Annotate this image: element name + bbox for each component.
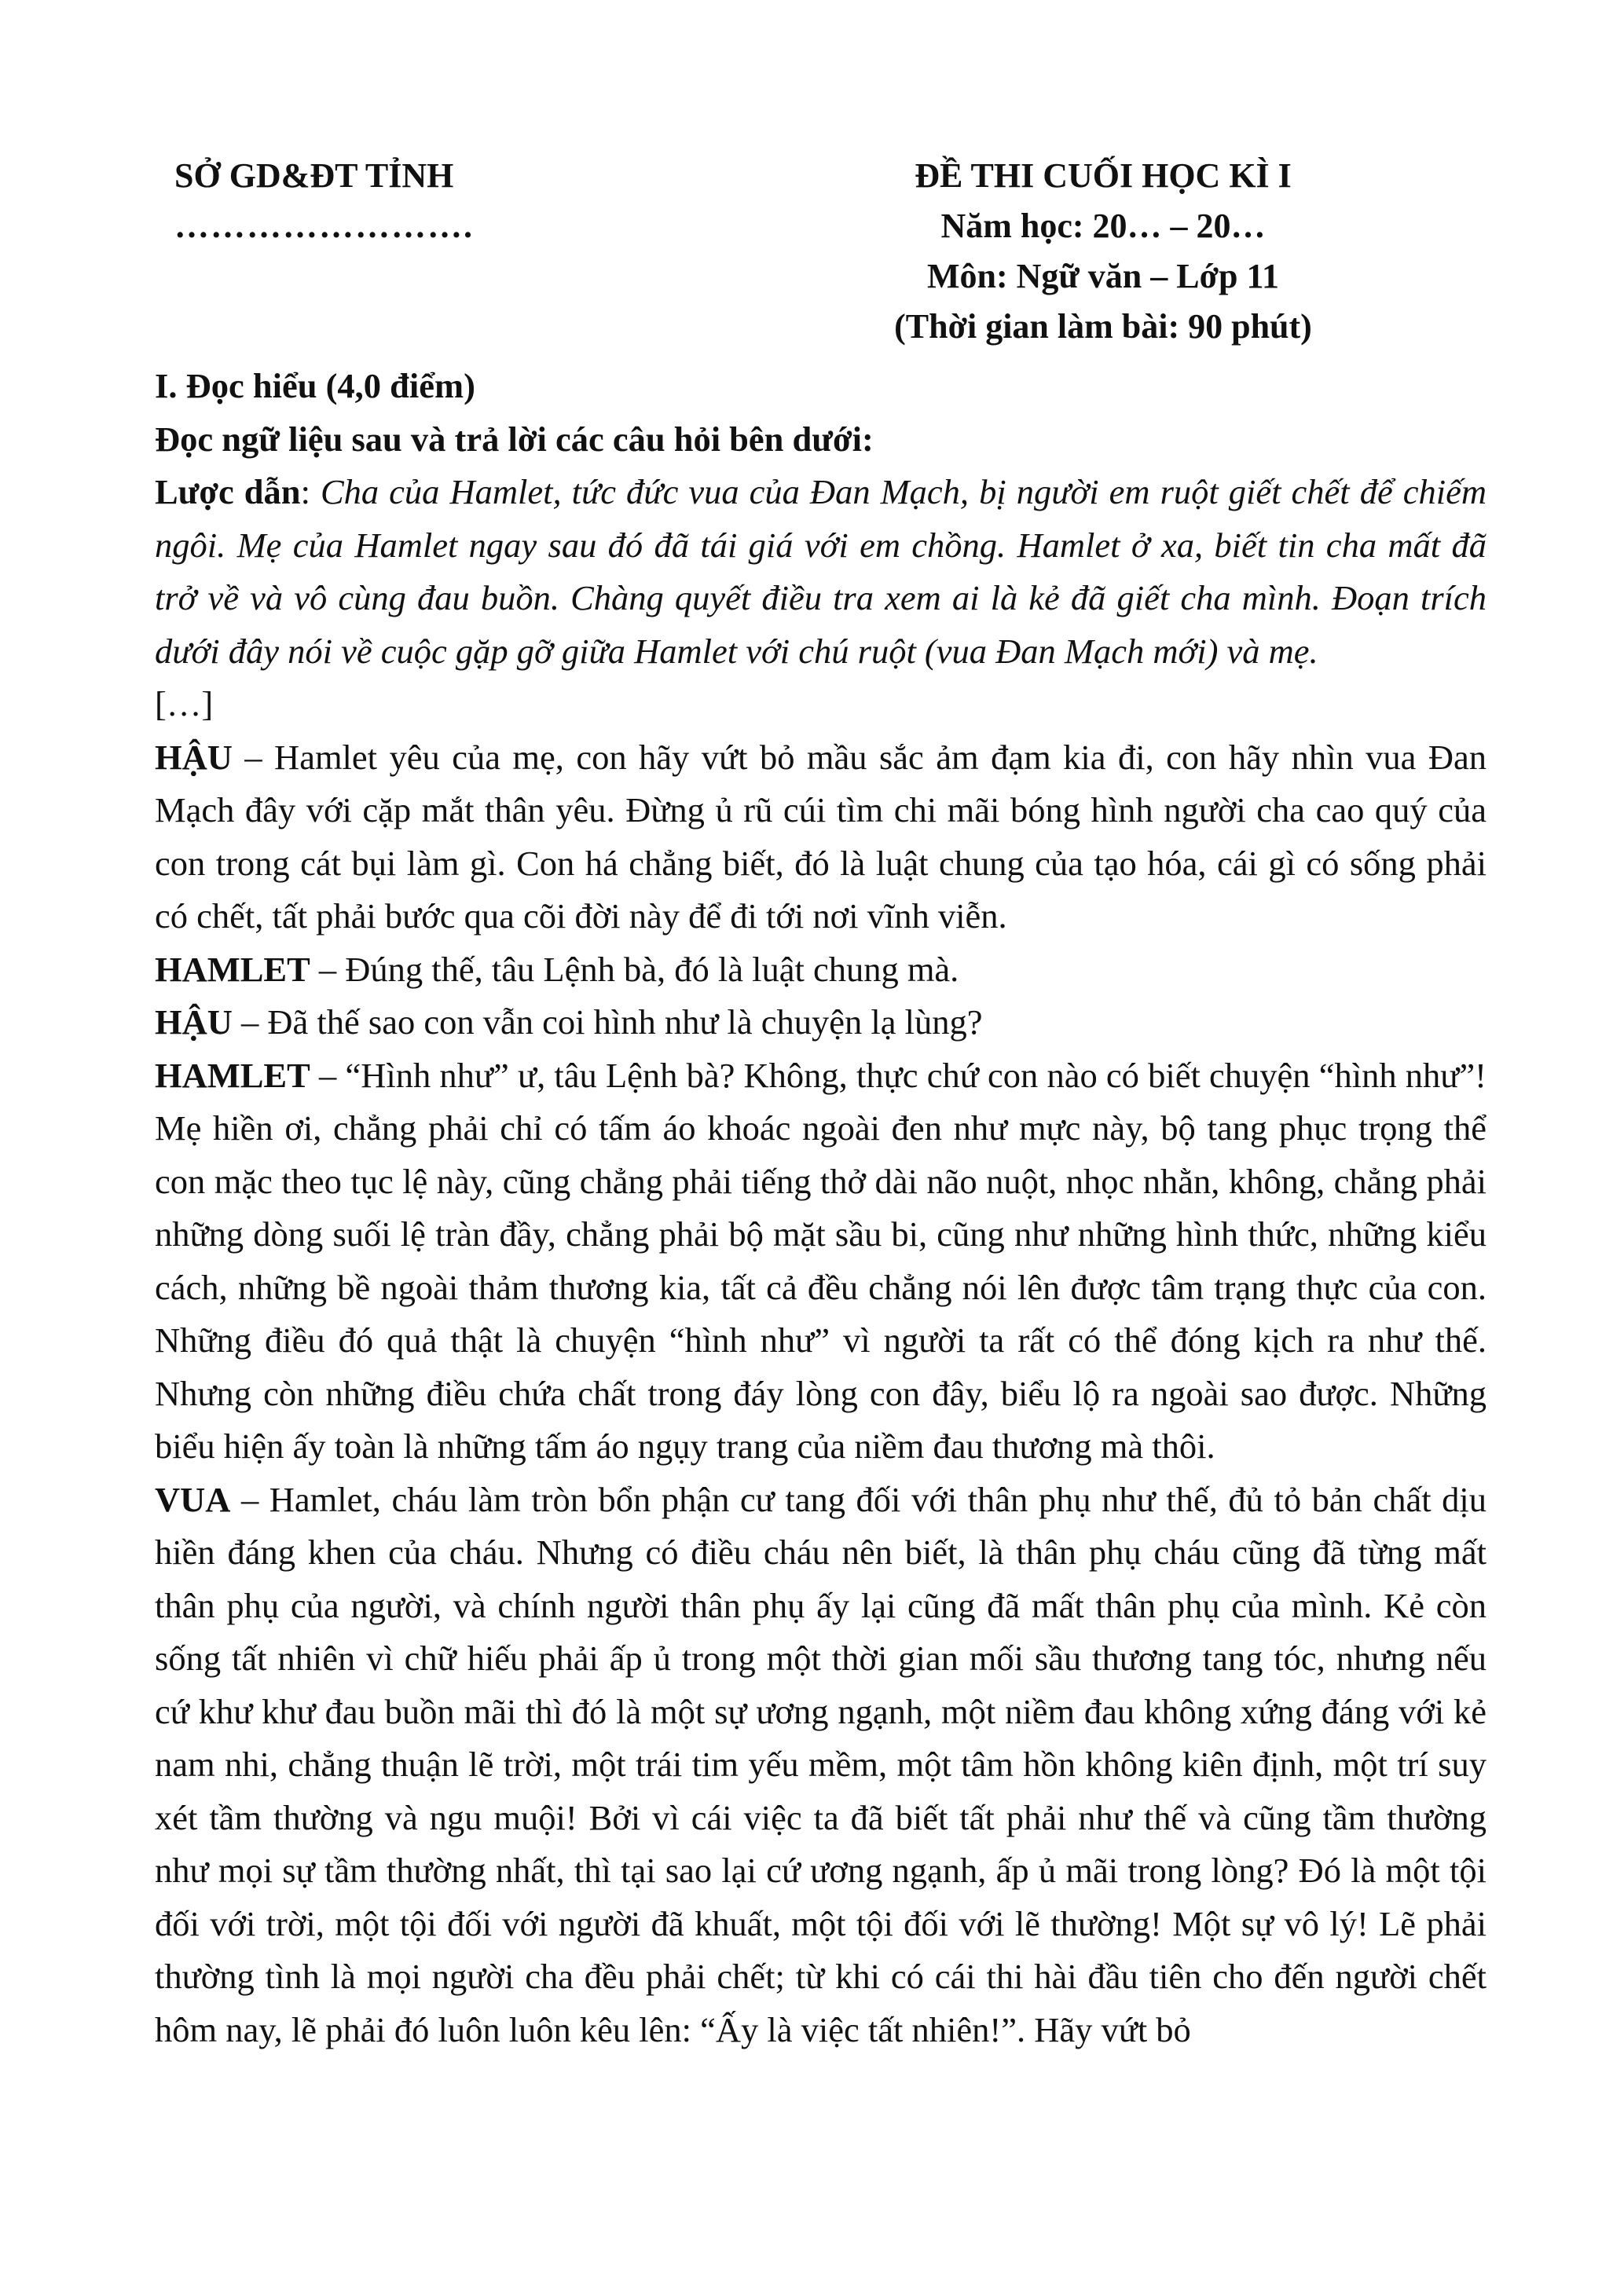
summary-separator: : [300, 472, 321, 511]
speaker-label: VUA [155, 1479, 231, 1519]
dialogue-text: – Đúng thế, tâu Lệnh bà, đó là luật chung mà. [310, 949, 959, 989]
speaker-label: HẬU [155, 1002, 233, 1042]
ellipsis-marker: […] [155, 684, 214, 723]
summary-label: Lược dẫn [155, 472, 301, 511]
exam-header [0, 151, 1624, 363]
dialogue-line-hau-1 [155, 731, 1487, 943]
dialogue-line-vua-1 [155, 1474, 1487, 2057]
dialogue-line-hamlet-2 [155, 1049, 1487, 1474]
speaker-label: HAMLET [155, 1055, 310, 1095]
header-right [852, 151, 1355, 352]
dialogue-text: – Hamlet, cháu làm tròn bổn phận cư tang đối với thân phụ như thế, đủ tỏ bản chất dịu hiền đáng khen của cháu. Nhưng có điều cháu nên biết, là thân phụ cháu cũng đã từng mất thân phụ của người, và chính người thân phụ ấy lại cũng đã mất thân phụ của mình. Kẻ còn sống tất nhiên vì chữ hiếu phải ấp ủ trong một thời gian mối sầu thương tang tóc, nhưng nếu cứ khư khư đau buồn mãi thì đó là một sự ương ngạnh, một niềm đau không xứng đáng với kẻ nam nhi, chẳng thuận lẽ trời, một trái tim yếu mềm, một tâm hồn không kiên định, một trí suy xét tầm thường và ngu muội! Bởi vì cái việc ta đã biết tất phải như thế và cũng tầm thường như mọi sự tầm thường nhất, thì tại sao lại cứ ương ngạnh, ấp ủ mãi trong lòng? Đó là một tội đối với trời, một tội đối với người đã khuất, một tội đối với lẽ thường! Một sự vô lý! Lẽ phải thường tình là mọi người cha đều phải chết; từ khi có cái thi hài đầu tiên cho đến người chết hôm nay, lẽ phải đó luôn luôn kêu lên: “Ấy là việc tất nhiên!”. Hãy vứt bỏ [155, 1479, 1487, 2049]
exam-content [155, 360, 1487, 2056]
dialogue-text: – Hamlet yêu của mẹ, con hãy vứt bỏ mầu sắc ảm đạm kia đi, con hãy nhìn vua Đan Mạch đây với cặp mắt thân yêu. Đừng ủ rũ cúi tìm chi mãi bóng hình người cha cao quý của con trong cát bụi làm gì. Con há chẳng biết, đó là luật chung của tạo hóa, cái gì có sống phải có chết, tất phải bước qua cõi đời này để đi tới nơi vĩnh viễn. [155, 737, 1487, 936]
dialogue-line-hau-2 [155, 996, 1487, 1049]
dialogue-text: – Đã thế sao con vẫn coi hình như là chuyện lạ lùng? [232, 1002, 983, 1042]
dialogue-text: – “Hình như” ư, tâu Lệnh bà? Không, thực chứ con nào có biết chuyện “hình như”! Mẹ hiền ơi, chẳng phải chỉ có tấm áo khoác ngoài đen như mực này, bộ tang phục trọng thể con mặc theo tục lệ này, cũng chẳng phải tiếng thở dài não nuột, nhọc nhằn, không, chẳng phải những dòng suối lệ tràn đầy, chẳng phải bộ mặt sầu bi, cũng như những hình thức, những kiểu cách, những bề ngoài thảm thương kia, tất cả đều chẳng nói lên được tâm trạng thực của con. Những điều đó quả thật là chuyện “hình như” vì người ta rất có thể đóng kịch ra như thế. Nhưng còn những điều chứa chất trong đáy lòng con đây, biểu lộ ra ngoài sao được. Những biểu hiện ấy toàn là những tấm áo ngụy trang của niềm đau thương mà thôi. [155, 1055, 1487, 1466]
dialogue-line-hamlet-1 [155, 943, 1487, 997]
department-dots: ……………………. [174, 207, 474, 245]
department-name: SỞ GD&ĐT TỈNH [174, 156, 454, 195]
speaker-label: HAMLET [155, 949, 310, 989]
exam-title: ĐỀ THI CUỐI HỌC KÌ I [915, 156, 1292, 195]
subject-line: Môn: Ngữ văn – Lớp 11 [926, 257, 1280, 295]
summary-text: Cha của Hamlet, tức đức vua của Đan Mạch, bị người em ruột giết chết để chiếm ngôi. Mẹ của Hamlet ngay sau đó đã tái giá với em chồng. Hamlet ở xa, biết tin cha mất đã trở về và vô cùng đau buồn. Chàng quyết điều tra xem ai là kẻ đã giết cha mình. Đoạn trích dưới đây nói về cuộc gặp gỡ giữa Hamlet với chú ruột (vua Đan Mạch mới) và mẹ. [155, 472, 1487, 671]
header-left [174, 151, 474, 251]
section-title: I. Đọc hiểu (4,0 điểm) [155, 366, 475, 405]
school-year: Năm học: 20… – 20… [940, 207, 1266, 245]
duration-line: (Thời gian làm bài: 90 phút) [894, 307, 1312, 346]
speaker-label: HẬU [155, 737, 233, 777]
summary-paragraph [155, 466, 1487, 678]
section-instruction: Đọc ngữ liệu sau và trả lời các câu hỏi bên dưới: [155, 419, 874, 459]
